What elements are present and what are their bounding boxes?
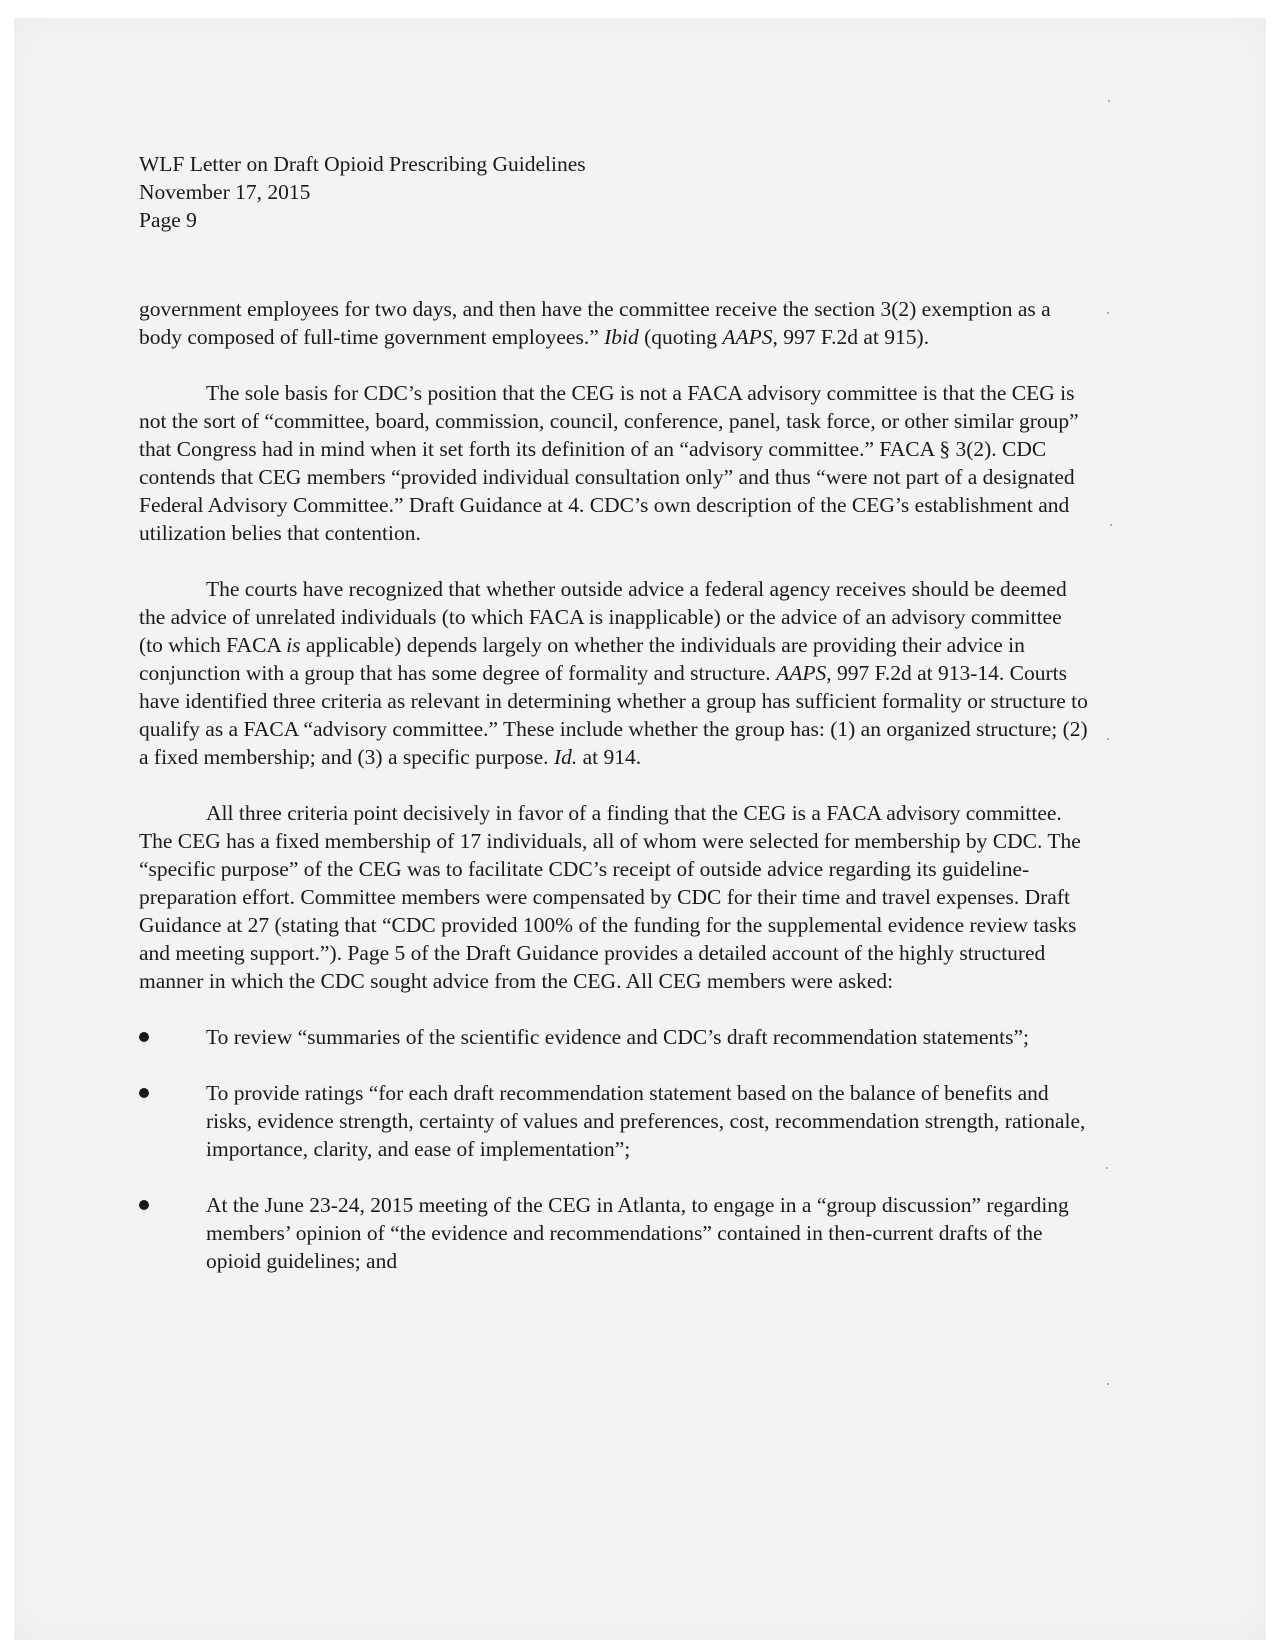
citation-italic: AAPS <box>776 661 827 685</box>
scan-speck <box>1107 738 1109 740</box>
letter-body <box>139 150 1089 1275</box>
paragraph-sole-basis: The sole basis for CDC’s position that the CEG is not a FACA advisory committee is that the CEG is not the sort of “committee, board, commission, council, conference, panel, task force, or other similar group” that Congress had in mind when it set forth its definition of an “advisory committee.” FACA § 3(2). CDC contends that CEG members “provided individual consultation only” and thus “were not part of a designated Federal Advisory Committee.” Draft Guidance at 4. CDC’s own description of the CEG’s establishment and utilization belies that contention. <box>139 381 1079 545</box>
text-run: government employees for two days, and then have the committee receive the section 3(2) exemption as a body composed of full-time government employees.” <box>139 297 1051 349</box>
text-run: , 997 F.2d at 915). <box>772 325 930 349</box>
bullet-item <box>139 1079 1089 1163</box>
bullet-item <box>139 1191 1089 1275</box>
paragraph-three-criteria: All three criteria point decisively in favor of a finding that the CEG is a FACA advisory committee. The CEG has a fixed membership of 17 individuals, all of whom were selected for membership by CDC. The “specific purpose” of the CEG was to facilitate CDC’s receipt of outside advice regarding its guideline-preparation effort. Committee members were compensated by CDC for their time and travel expenses. Draft Guidance at 27 (stating that “CDC provided 100% of the funding for the supplemental evidence review tasks and meeting support.”). Page 5 of the Draft Guidance provides a detailed account of the highly structured manner in which the CDC sought advice from the CEG. All CEG members were asked: <box>139 801 1081 993</box>
scan-speck <box>1108 100 1110 102</box>
emphasis-italic: is <box>286 633 301 657</box>
text-run: The courts have recognized that whether outside advice a federal agency receives should be deemed the advice of unrelated individuals (to which FACA is inapplicable) or the advice of an advisory committee (to which FACA <box>139 577 1067 657</box>
citation-italic: Ibid <box>604 325 639 349</box>
text-run: , 997 F.2d at 913-14. Courts have identified three criteria as relevant in determining whether a group has sufficient formality or structure to qualify as a FACA “advisory committee.” These include whether the group has: (1) an organized structure; (2) a fixed membership; and (3) a specific purpose. <box>139 661 1088 769</box>
citation-italic: Id. <box>553 745 578 769</box>
citation-italic: AAPS <box>722 325 773 349</box>
bullet-text: To review “summaries of the scientific evidence and CDC’s draft recommendation statements”; <box>206 1025 1029 1049</box>
bullet-text: To provide ratings “for each draft recommendation statement based on the balance of benefits and risks, evidence strength, certainty of values and preferences, cost, recommendation strength, rationale, importance, clarity, and ease of implementation”; <box>206 1081 1086 1161</box>
letter-header <box>139 150 1089 234</box>
bullet-icon <box>139 1032 149 1042</box>
text-run: applicable) depends largely on whether the individuals are providing their advice in conjunction with a group that has some degree of formality and structure. <box>139 633 1025 685</box>
bullet-text: At the June 23-24, 2015 meeting of the CEG in Atlanta, to engage in a “group discussion” regarding members’ opinion of “the evidence and recommendations” contained in then-current drafts of the opioid guidelines; and <box>206 1193 1069 1273</box>
scan-speck <box>1110 524 1112 526</box>
header-title: WLF Letter on Draft Opioid Prescribing Guidelines <box>139 152 586 176</box>
scan-speck <box>1107 312 1109 314</box>
bullet-item <box>139 1023 1089 1051</box>
bullet-icon <box>139 1088 149 1098</box>
paragraph-courts-recognized <box>139 575 1089 771</box>
header-date: November 17, 2015 <box>139 180 311 204</box>
paragraph-continuation <box>139 295 1089 351</box>
bullet-icon <box>139 1200 149 1210</box>
scan-speck <box>1107 1383 1109 1385</box>
text-run: (quoting <box>638 325 723 349</box>
header-page-number: Page 9 <box>139 208 197 232</box>
text-run: at 914. <box>577 745 642 769</box>
scan-speck <box>1106 1167 1108 1169</box>
